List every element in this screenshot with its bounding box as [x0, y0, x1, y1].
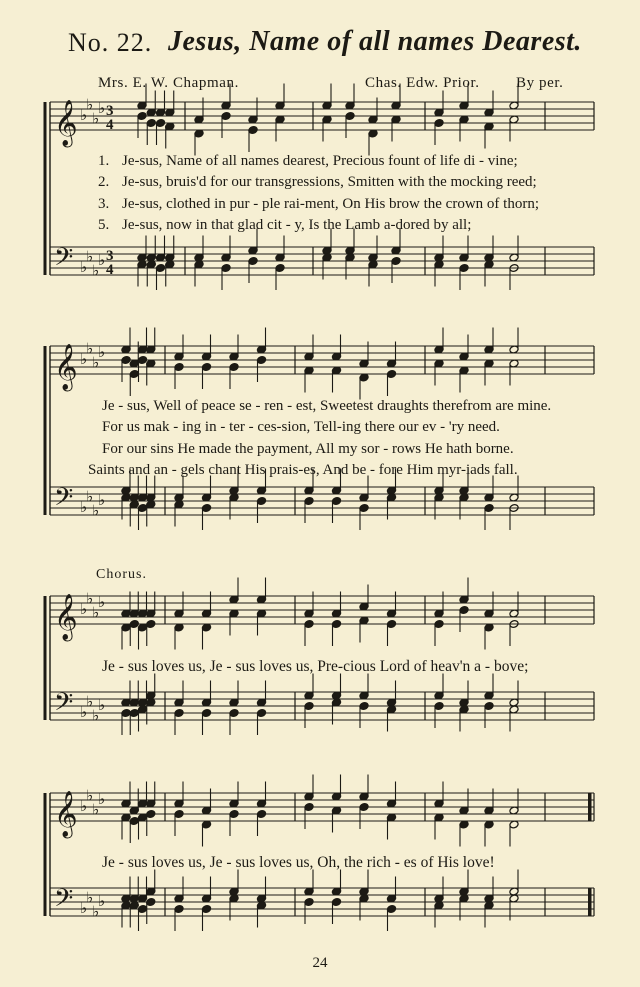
verse-line: For us mak - ing in - ter - ces-sion, Tell-ing there our ev - 'ry need.	[102, 419, 500, 435]
verse-line: Saints and an - gels chant His prais-es, And be - fore Him myr-iads fall.	[88, 462, 518, 478]
treble-clef-icon: 𝄞	[54, 791, 78, 837]
bass-clef-icon: 𝄢	[54, 483, 74, 518]
page-number: 24	[312, 955, 328, 971]
final-bar	[588, 793, 592, 821]
flat-icon: ♭	[86, 339, 94, 358]
verse-line: For our sins He made the payment, All my sor - rows He hath borne.	[102, 441, 514, 457]
time-signature-numerator: 3	[106, 103, 114, 119]
flat-icon: ♭	[92, 353, 100, 372]
flat-icon: ♭	[86, 589, 94, 608]
flat-icon: ♭	[98, 99, 106, 117]
flat-icon: ♭	[86, 95, 94, 114]
flat-icon: ♭	[80, 350, 88, 368]
flat-icon: ♭	[86, 786, 94, 805]
verse-line: Je-sus, clothed in pur - ple rai-ment, On His brow the crown of thorn;	[122, 196, 539, 212]
flat-icon: ♭	[98, 593, 106, 611]
flat-icon: ♭	[98, 251, 106, 269]
chorus-lyric-1: Je - sus loves us, Je - sus loves us, Pre-cious Lord of heav'n a - bove;	[102, 658, 529, 675]
hymn-number: No. 22.	[68, 28, 153, 57]
flat-icon: ♭	[92, 902, 100, 921]
flat-icon: ♭	[92, 603, 100, 622]
flat-icon: ♭	[92, 261, 100, 280]
flat-icon: ♭	[86, 247, 94, 266]
treble-clef-icon: 𝄞	[54, 594, 78, 640]
final-bar	[588, 888, 592, 916]
chorus-lyric-2: Je - sus loves us, Je - sus loves us, Oh, the rich - es of His love!	[102, 854, 495, 871]
verse-line: Je-sus, bruis'd for our transgressions, Smitten with the mocking reed;	[122, 174, 537, 190]
verse-number: 1.	[98, 153, 110, 169]
verse-line: Je-sus, now in that glad cit - y, Is the Lamb a-dored by all;	[122, 217, 472, 233]
composer-credit: Chas. Edw. Prior.	[365, 75, 480, 91]
verse-line: Je - sus, Well of peace se - ren - est, Sweetest draughts therefrom are mine.	[102, 398, 552, 414]
bass-clef-icon: 𝄢	[54, 688, 74, 723]
treble-clef-icon: 𝄞	[54, 344, 78, 390]
treble-clef-icon: 𝄞	[54, 100, 78, 146]
flat-icon: ♭	[80, 899, 88, 917]
flat-icon: ♭	[92, 501, 100, 520]
permission-note: By per.	[516, 75, 564, 91]
verse-number: 5.	[98, 217, 110, 233]
flat-icon: ♭	[98, 696, 106, 714]
time-signature-denominator: 4	[106, 262, 114, 278]
flat-icon: ♭	[86, 888, 94, 907]
verse-line: Je-sus, Name of all names dearest, Precious fount of life di - vine;	[122, 153, 518, 169]
flat-icon: ♭	[98, 343, 106, 361]
flat-icon: ♭	[86, 487, 94, 506]
verse-number: 2.	[98, 174, 110, 190]
time-signature-denominator: 4	[106, 117, 114, 133]
flat-icon: ♭	[98, 491, 106, 509]
verse-number: 3.	[98, 196, 110, 212]
flat-icon: ♭	[92, 109, 100, 128]
flat-icon: ♭	[80, 797, 88, 815]
author-credit: Mrs. E. W. Chapman.	[98, 75, 239, 91]
flat-icon: ♭	[80, 258, 88, 276]
bass-clef-icon: 𝄢	[54, 884, 74, 919]
flat-icon: ♭	[80, 498, 88, 516]
flat-icon: ♭	[98, 892, 106, 910]
flat-icon: ♭	[80, 703, 88, 721]
hymn-title: Jesus, Name of all names Dearest.	[168, 26, 582, 57]
time-signature-numerator: 3	[106, 248, 114, 264]
flat-icon: ♭	[92, 800, 100, 819]
flat-icon: ♭	[86, 692, 94, 711]
flat-icon: ♭	[80, 600, 88, 618]
bass-clef-icon: 𝄢	[54, 243, 74, 278]
chorus-label: Chorus.	[96, 567, 147, 582]
flat-icon: ♭	[92, 706, 100, 725]
flat-icon: ♭	[80, 106, 88, 124]
flat-icon: ♭	[98, 790, 106, 808]
